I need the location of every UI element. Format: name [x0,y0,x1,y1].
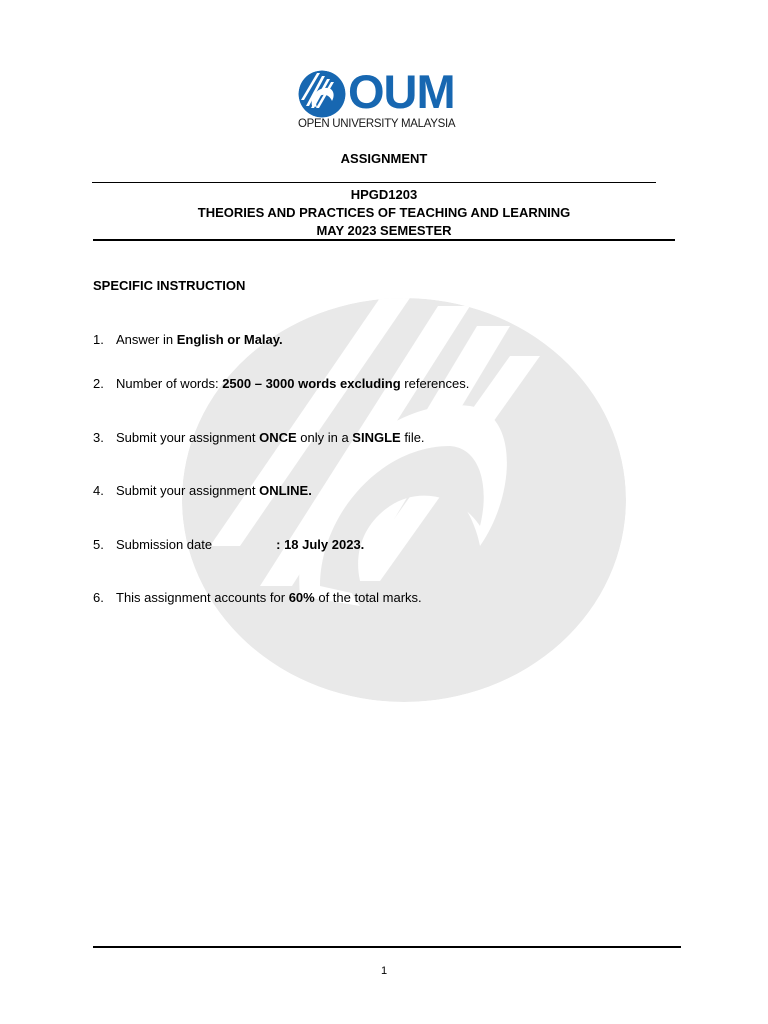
document-type: ASSIGNMENT [340,151,428,166]
logo-wordmark: OUM [348,65,455,118]
logo-subtitle: OPEN UNIVERSITY MALAYSIA [298,118,456,130]
item-text-mid: only in a [296,430,353,445]
item-number: 1. [93,332,104,347]
item-bold: English or Malay. [176,332,283,347]
instruction-item-1 [93,332,283,347]
semester: MAY 2023 SEMESTER [316,223,452,238]
item-text-end: file. [400,430,425,445]
instruction-item-6 [93,590,422,605]
instruction-item-3 [93,430,425,445]
item-text: Number of words: [116,376,223,391]
course-title: THEORIES AND PRACTICES OF TEACHING AND LEARNING [197,205,571,220]
footer-divider [93,946,681,948]
item-number: 5. [93,537,104,552]
item-text: Answer in [116,332,177,347]
item-number: 6. [93,590,104,605]
oum-globe-icon [298,70,346,118]
section-title: SPECIFIC INSTRUCTION [93,278,246,293]
item-text-end: of the total marks. [314,590,422,605]
item-text: This assignment accounts for [116,590,289,605]
item-bold: ONCE [259,430,297,445]
item-bold-2: SINGLE [352,430,401,445]
header-divider-thin [92,182,656,183]
item-bold: 60% [288,590,315,605]
item-text: Submission date [116,537,213,552]
oum-logo [298,65,473,134]
page-number: 1 [380,965,388,977]
header-divider-thick [93,239,675,241]
course-code: HPGD1203 [350,187,418,202]
item-bold: 2500 – 3000 words excluding [222,376,401,391]
item-text-end: references. [400,376,470,391]
item-bold: ONLINE. [259,483,312,498]
item-text: Submit your assignment [116,430,260,445]
item-number: 4. [93,483,104,498]
item-number: 2. [93,376,104,391]
instruction-item-2 [93,376,469,391]
instruction-item-4 [93,483,312,498]
item-text: Submit your assignment [116,483,260,498]
oum-watermark-icon [180,296,628,704]
item-number: 3. [93,430,104,445]
item-bold: : 18 July 2023. [276,537,365,552]
instruction-item-5 [93,537,364,552]
